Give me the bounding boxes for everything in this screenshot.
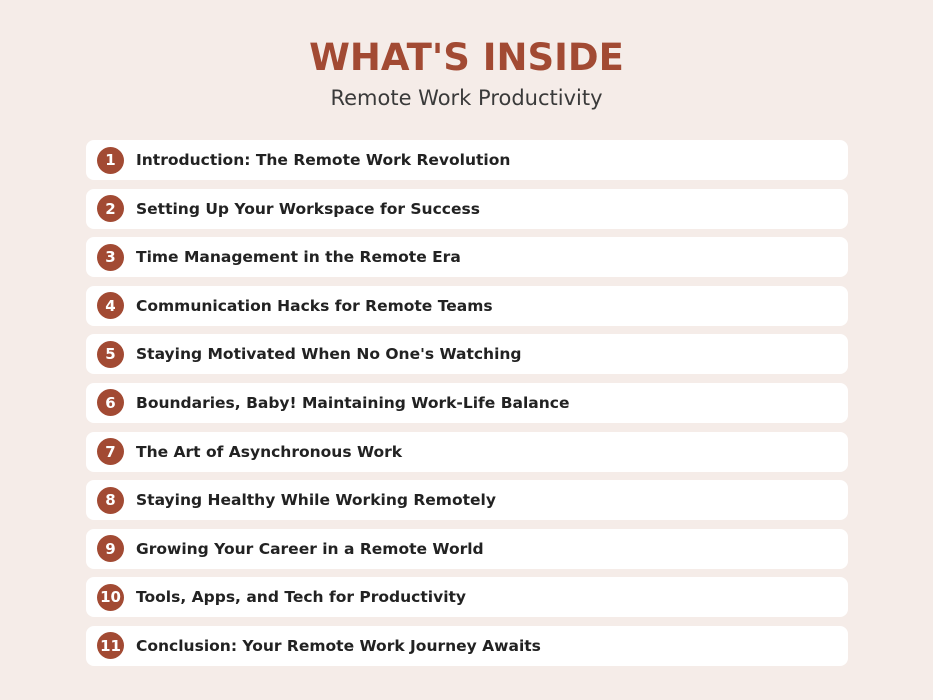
item-number-badge: 11 [97,632,124,659]
item-label: Boundaries, Baby! Maintaining Work-Life Balance [136,393,570,412]
item-number-badge: 6 [97,389,124,416]
header [0,36,933,112]
item-label: Introduction: The Remote Work Revolution [136,151,511,169]
contents-list [86,140,848,675]
list-item [86,432,848,472]
item-number-badge: 5 [97,341,124,368]
list-item [86,140,848,180]
item-label: Setting Up Your Workspace for Success [136,199,480,218]
list-item [86,383,848,423]
item-number-badge: 10 [97,584,124,611]
item-label: Conclusion: Your Remote Work Journey Awaits [136,636,541,655]
item-label: Staying Motivated When No One's Watching [136,345,522,364]
item-number-badge: 9 [97,535,124,562]
list-item [86,529,848,569]
item-label: The Art of Asynchronous Work [136,442,403,461]
list-item [86,286,848,326]
page-title: WHAT'S INSIDE [309,36,624,79]
item-label: Growing Your Career in a Remote World [136,539,484,558]
item-number-badge: 8 [97,487,124,514]
list-item [86,480,848,520]
item-number-badge: 4 [97,292,124,319]
item-label: Time Management in the Remote Era [136,248,461,267]
page-subtitle: Remote Work Productivity [330,86,603,110]
item-label: Staying Healthy While Working Remotely [136,491,496,510]
list-item [86,626,848,666]
list-item [86,577,848,617]
item-label: Tools, Apps, and Tech for Productivity [136,588,467,607]
list-item [86,189,848,229]
item-number-badge: 7 [97,438,124,465]
item-number-badge: 3 [97,244,124,271]
item-number-badge: 2 [97,195,124,222]
list-item [86,237,848,277]
item-label: Communication Hacks for Remote Teams [136,296,493,315]
list-item [86,334,848,374]
item-number-badge: 1 [97,147,124,174]
